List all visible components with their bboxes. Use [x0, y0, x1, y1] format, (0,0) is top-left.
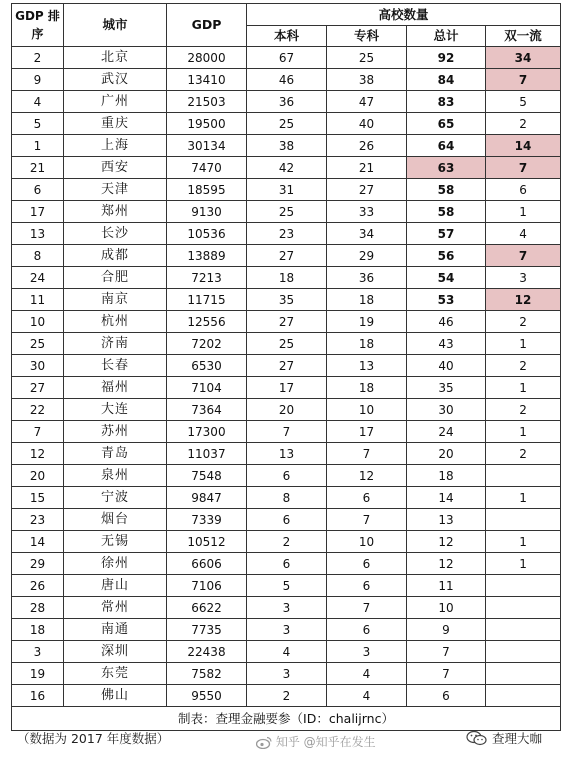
junior-cell: 18	[327, 377, 407, 399]
rank-cell: 7	[12, 421, 64, 443]
total-cell: 30	[407, 399, 486, 421]
city-cell: 南通	[64, 619, 167, 641]
total-cell: 53	[407, 289, 486, 311]
double-cell: 7	[486, 69, 561, 91]
rank-cell: 16	[12, 685, 64, 707]
university-table	[11, 3, 561, 731]
gdp-cell: 9847	[167, 487, 247, 509]
header-city: 城市	[64, 4, 167, 47]
double-cell	[486, 575, 561, 597]
gdp-cell: 11037	[167, 443, 247, 465]
table-row	[12, 377, 561, 399]
rank-cell: 10	[12, 311, 64, 333]
double-cell: 7	[486, 157, 561, 179]
double-cell: 2	[486, 399, 561, 421]
table-row	[12, 685, 561, 707]
total-cell: 56	[407, 245, 486, 267]
header-junior: 专科	[327, 26, 407, 47]
rank-cell: 8	[12, 245, 64, 267]
double-cell: 1	[486, 487, 561, 509]
total-cell: 18	[407, 465, 486, 487]
bachelor-cell: 36	[247, 91, 327, 113]
junior-cell: 10	[327, 531, 407, 553]
rank-cell: 6	[12, 179, 64, 201]
double-cell	[486, 663, 561, 685]
table-row	[12, 355, 561, 377]
rank-cell: 29	[12, 553, 64, 575]
double-cell: 2	[486, 311, 561, 333]
junior-cell: 47	[327, 91, 407, 113]
junior-cell: 38	[327, 69, 407, 91]
gdp-cell: 22438	[167, 641, 247, 663]
bachelor-cell: 25	[247, 333, 327, 355]
table-row	[12, 113, 561, 135]
rank-cell: 12	[12, 443, 64, 465]
junior-cell: 36	[327, 267, 407, 289]
city-cell: 重庆	[64, 113, 167, 135]
city-cell: 唐山	[64, 575, 167, 597]
table-row	[12, 201, 561, 223]
rank-cell: 19	[12, 663, 64, 685]
city-cell: 徐州	[64, 553, 167, 575]
gdp-cell: 9130	[167, 201, 247, 223]
table-row	[12, 443, 561, 465]
rank-cell: 17	[12, 201, 64, 223]
table-row	[12, 311, 561, 333]
table-row	[12, 509, 561, 531]
rank-cell: 14	[12, 531, 64, 553]
city-cell: 常州	[64, 597, 167, 619]
table-row	[12, 641, 561, 663]
brand-text: 查理大咖	[492, 731, 543, 746]
table-row	[12, 91, 561, 113]
rank-cell: 4	[12, 91, 64, 113]
total-cell: 7	[407, 663, 486, 685]
rank-cell: 30	[12, 355, 64, 377]
bachelor-cell: 2	[247, 685, 327, 707]
city-cell: 大连	[64, 399, 167, 421]
double-cell: 3	[486, 267, 561, 289]
total-cell: 20	[407, 443, 486, 465]
header-rank-label: GDP 排序	[15, 9, 60, 41]
rank-cell: 28	[12, 597, 64, 619]
header-bachelor: 本科	[247, 26, 327, 47]
wechat-icon	[466, 730, 488, 746]
table-row	[12, 333, 561, 355]
table-row	[12, 69, 561, 91]
junior-cell: 7	[327, 443, 407, 465]
weibo-icon	[256, 735, 276, 749]
junior-cell: 13	[327, 355, 407, 377]
bachelor-cell: 46	[247, 69, 327, 91]
total-cell: 63	[407, 157, 486, 179]
bachelor-cell: 31	[247, 179, 327, 201]
city-cell: 深圳	[64, 641, 167, 663]
city-cell: 济南	[64, 333, 167, 355]
total-cell: 14	[407, 487, 486, 509]
junior-cell: 26	[327, 135, 407, 157]
table-footer: 制表：查理金融要参（ID：chalijrnc）	[12, 707, 561, 731]
double-cell	[486, 597, 561, 619]
rank-cell: 5	[12, 113, 64, 135]
table-row	[12, 47, 561, 69]
watermark	[256, 733, 376, 750]
table-row	[12, 135, 561, 157]
bachelor-cell: 27	[247, 311, 327, 333]
junior-cell: 6	[327, 487, 407, 509]
gdp-cell: 19500	[167, 113, 247, 135]
gdp-cell: 10536	[167, 223, 247, 245]
city-cell: 上海	[64, 135, 167, 157]
junior-cell: 21	[327, 157, 407, 179]
header-rank	[12, 4, 64, 47]
gdp-cell: 28000	[167, 47, 247, 69]
rank-cell: 11	[12, 289, 64, 311]
gdp-cell: 7470	[167, 157, 247, 179]
bachelor-cell: 27	[247, 355, 327, 377]
rank-cell: 25	[12, 333, 64, 355]
gdp-cell: 13410	[167, 69, 247, 91]
total-cell: 13	[407, 509, 486, 531]
total-cell: 24	[407, 421, 486, 443]
bachelor-cell: 20	[247, 399, 327, 421]
double-cell: 7	[486, 245, 561, 267]
junior-cell: 6	[327, 575, 407, 597]
bachelor-cell: 6	[247, 509, 327, 531]
total-cell: 12	[407, 531, 486, 553]
rank-cell: 15	[12, 487, 64, 509]
table-row	[12, 663, 561, 685]
gdp-cell: 12556	[167, 311, 247, 333]
bachelor-cell: 18	[247, 267, 327, 289]
double-cell: 1	[486, 377, 561, 399]
table-row	[12, 289, 561, 311]
junior-cell: 7	[327, 597, 407, 619]
bachelor-cell: 4	[247, 641, 327, 663]
bachelor-cell: 27	[247, 245, 327, 267]
junior-cell: 18	[327, 333, 407, 355]
rank-cell: 13	[12, 223, 64, 245]
bachelor-cell: 23	[247, 223, 327, 245]
table-row	[12, 597, 561, 619]
gdp-cell: 9550	[167, 685, 247, 707]
gdp-cell: 30134	[167, 135, 247, 157]
bachelor-cell: 2	[247, 531, 327, 553]
table-row	[12, 267, 561, 289]
double-cell: 2	[486, 443, 561, 465]
watermark-text: 知乎 @知乎在发生	[275, 735, 376, 749]
gdp-cell: 7106	[167, 575, 247, 597]
junior-cell: 18	[327, 289, 407, 311]
city-cell: 郑州	[64, 201, 167, 223]
data-note: （数据为 2017 年度数据）	[17, 731, 170, 746]
city-cell: 宁波	[64, 487, 167, 509]
rank-cell: 2	[12, 47, 64, 69]
rank-cell: 20	[12, 465, 64, 487]
double-cell	[486, 619, 561, 641]
total-cell: 43	[407, 333, 486, 355]
total-cell: 40	[407, 355, 486, 377]
city-cell: 长春	[64, 355, 167, 377]
junior-cell: 33	[327, 201, 407, 223]
rank-cell: 21	[12, 157, 64, 179]
gdp-cell: 13889	[167, 245, 247, 267]
gdp-cell: 7202	[167, 333, 247, 355]
table-row	[12, 575, 561, 597]
junior-cell: 4	[327, 685, 407, 707]
bachelor-cell: 38	[247, 135, 327, 157]
gdp-cell: 7364	[167, 399, 247, 421]
bachelor-cell: 67	[247, 47, 327, 69]
junior-cell: 40	[327, 113, 407, 135]
rank-cell: 1	[12, 135, 64, 157]
double-cell	[486, 685, 561, 707]
city-cell: 西安	[64, 157, 167, 179]
city-cell: 合肥	[64, 267, 167, 289]
city-cell: 广州	[64, 91, 167, 113]
gdp-cell: 7735	[167, 619, 247, 641]
junior-cell: 6	[327, 553, 407, 575]
header-double: 双一流	[486, 26, 561, 47]
gdp-cell: 7213	[167, 267, 247, 289]
junior-cell: 17	[327, 421, 407, 443]
rank-cell: 3	[12, 641, 64, 663]
gdp-cell: 7339	[167, 509, 247, 531]
total-cell: 46	[407, 311, 486, 333]
total-cell: 58	[407, 201, 486, 223]
city-cell: 成都	[64, 245, 167, 267]
bachelor-cell: 25	[247, 201, 327, 223]
gdp-cell: 11715	[167, 289, 247, 311]
city-cell: 佛山	[64, 685, 167, 707]
city-cell: 福州	[64, 377, 167, 399]
header-universities: 高校数量	[247, 4, 561, 26]
city-cell: 泉州	[64, 465, 167, 487]
gdp-cell: 21503	[167, 91, 247, 113]
double-cell: 1	[486, 421, 561, 443]
gdp-cell: 17300	[167, 421, 247, 443]
table-row	[12, 553, 561, 575]
city-cell: 天津	[64, 179, 167, 201]
gdp-cell: 10512	[167, 531, 247, 553]
bachelor-cell: 6	[247, 465, 327, 487]
rank-cell: 23	[12, 509, 64, 531]
rank-cell: 22	[12, 399, 64, 421]
city-cell: 杭州	[64, 311, 167, 333]
bachelor-cell: 3	[247, 619, 327, 641]
total-cell: 11	[407, 575, 486, 597]
total-cell: 7	[407, 641, 486, 663]
gdp-cell: 6622	[167, 597, 247, 619]
gdp-cell: 18595	[167, 179, 247, 201]
total-cell: 84	[407, 69, 486, 91]
total-cell: 10	[407, 597, 486, 619]
bachelor-cell: 6	[247, 553, 327, 575]
total-cell: 12	[407, 553, 486, 575]
double-cell: 2	[486, 113, 561, 135]
double-cell	[486, 465, 561, 487]
double-cell: 1	[486, 201, 561, 223]
junior-cell: 6	[327, 619, 407, 641]
bachelor-cell: 3	[247, 597, 327, 619]
gdp-cell: 7548	[167, 465, 247, 487]
total-cell: 92	[407, 47, 486, 69]
bachelor-cell: 35	[247, 289, 327, 311]
table-row	[12, 399, 561, 421]
rank-cell: 9	[12, 69, 64, 91]
city-cell: 青岛	[64, 443, 167, 465]
junior-cell: 34	[327, 223, 407, 245]
city-cell: 南京	[64, 289, 167, 311]
double-cell: 4	[486, 223, 561, 245]
junior-cell: 29	[327, 245, 407, 267]
table-row	[12, 223, 561, 245]
header-gdp: GDP	[167, 4, 247, 47]
total-cell: 65	[407, 113, 486, 135]
bachelor-cell: 25	[247, 113, 327, 135]
rank-cell: 18	[12, 619, 64, 641]
double-cell: 5	[486, 91, 561, 113]
junior-cell: 12	[327, 465, 407, 487]
bachelor-cell: 3	[247, 663, 327, 685]
city-cell: 武汉	[64, 69, 167, 91]
double-cell	[486, 641, 561, 663]
junior-cell: 19	[327, 311, 407, 333]
table-row	[12, 421, 561, 443]
double-cell: 14	[486, 135, 561, 157]
city-cell: 苏州	[64, 421, 167, 443]
junior-cell: 7	[327, 509, 407, 531]
table-row	[12, 487, 561, 509]
city-cell: 长沙	[64, 223, 167, 245]
city-cell: 烟台	[64, 509, 167, 531]
header-total: 总计	[407, 26, 486, 47]
city-cell: 无锡	[64, 531, 167, 553]
bachelor-cell: 8	[247, 487, 327, 509]
double-cell: 34	[486, 47, 561, 69]
city-cell: 东莞	[64, 663, 167, 685]
rank-cell: 27	[12, 377, 64, 399]
junior-cell: 25	[327, 47, 407, 69]
total-cell: 35	[407, 377, 486, 399]
bachelor-cell: 7	[247, 421, 327, 443]
double-cell: 1	[486, 553, 561, 575]
city-cell: 北京	[64, 47, 167, 69]
gdp-cell: 7104	[167, 377, 247, 399]
brand	[466, 729, 542, 747]
bachelor-cell: 5	[247, 575, 327, 597]
table-body	[12, 47, 561, 707]
table-row	[12, 531, 561, 553]
junior-cell: 10	[327, 399, 407, 421]
double-cell	[486, 509, 561, 531]
double-cell: 2	[486, 355, 561, 377]
double-cell: 1	[486, 333, 561, 355]
rank-cell: 26	[12, 575, 64, 597]
double-cell: 6	[486, 179, 561, 201]
bachelor-cell: 42	[247, 157, 327, 179]
gdp-cell: 7582	[167, 663, 247, 685]
junior-cell: 3	[327, 641, 407, 663]
table-row	[12, 465, 561, 487]
rank-cell: 24	[12, 267, 64, 289]
junior-cell: 27	[327, 179, 407, 201]
total-cell: 6	[407, 685, 486, 707]
bachelor-cell: 17	[247, 377, 327, 399]
double-cell: 12	[486, 289, 561, 311]
gdp-cell: 6606	[167, 553, 247, 575]
double-cell: 1	[486, 531, 561, 553]
total-cell: 54	[407, 267, 486, 289]
table-row	[12, 179, 561, 201]
junior-cell: 4	[327, 663, 407, 685]
data-table-container	[11, 3, 560, 731]
table-row	[12, 245, 561, 267]
total-cell: 9	[407, 619, 486, 641]
total-cell: 57	[407, 223, 486, 245]
bachelor-cell: 13	[247, 443, 327, 465]
total-cell: 83	[407, 91, 486, 113]
total-cell: 58	[407, 179, 486, 201]
table-row	[12, 157, 561, 179]
gdp-cell: 6530	[167, 355, 247, 377]
total-cell: 64	[407, 135, 486, 157]
table-row	[12, 619, 561, 641]
